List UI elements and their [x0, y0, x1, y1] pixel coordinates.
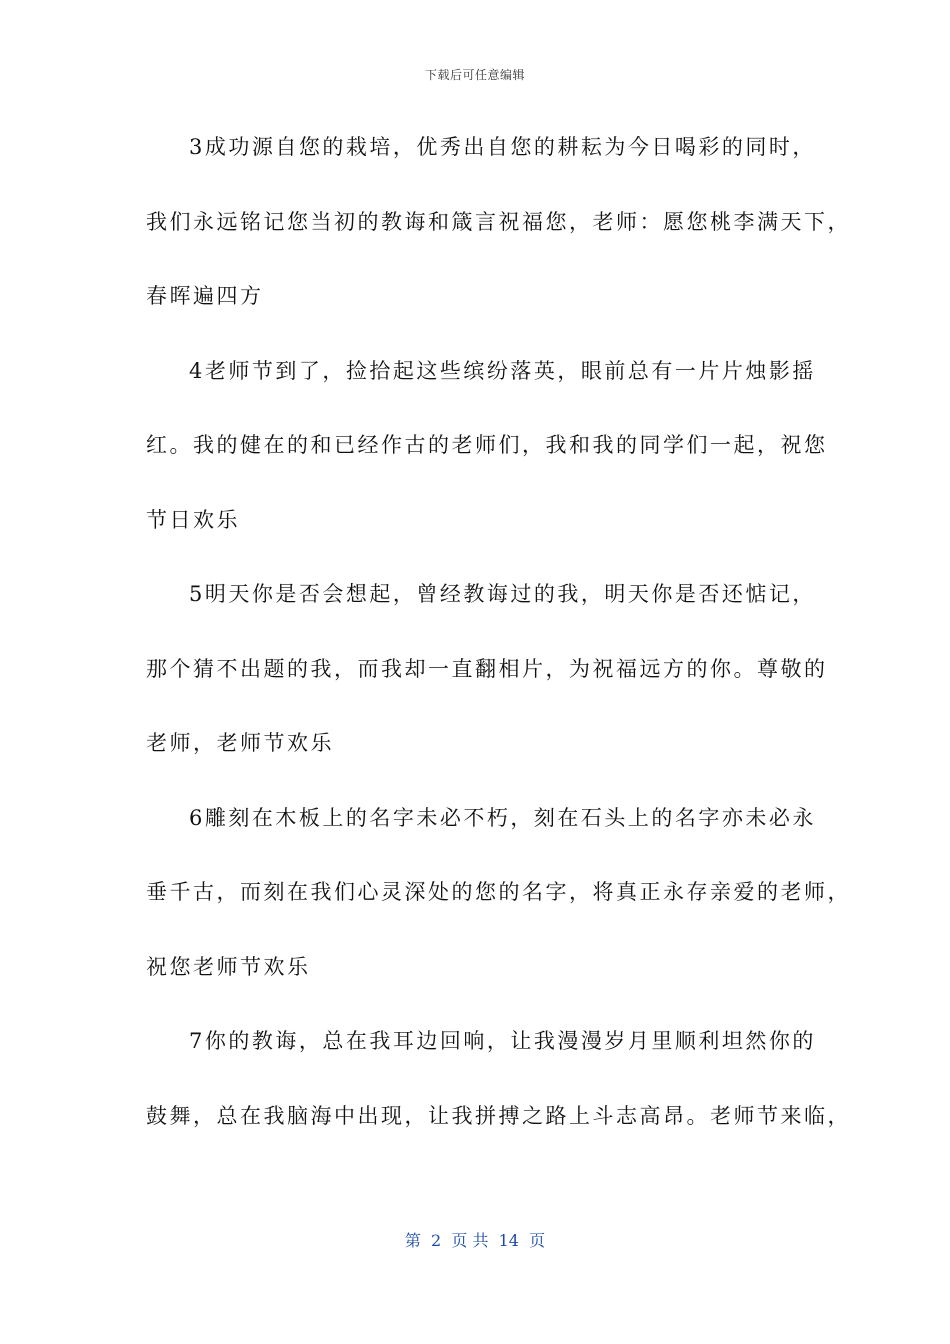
paragraph-6-line-2: 垂千古，而刻在我们心灵深处的您的名字，将真正永存亲爱的老师，: [146, 880, 851, 904]
paragraph-7-line-2: 鼓舞，总在我脑海中出现，让我拼搏之路上斗志高昂。老师节来临，: [146, 1103, 851, 1128]
paragraph-5-line-3: 老师，老师节欢乐: [146, 731, 334, 755]
paragraph-7-line-1: 7你的教诲，总在我耳边回响，让我漫漫岁月里顺利坦然你的: [189, 1029, 816, 1053]
header-note: 下载后可任意编辑: [424, 68, 525, 82]
paragraph-3-line-3: 春晖遍四方: [146, 284, 264, 308]
page-number-footer: 第 2 页 共 14 页: [404, 1231, 546, 1250]
document-body: [146, 125, 851, 1168]
paragraph-3-line-2: 我们永远铭记您当初的教诲和箴言祝福您，老师：愿您桃李满天下，: [146, 209, 851, 234]
paragraph-6-line-3: 祝您老师节欢乐: [146, 954, 311, 979]
paragraph-4-line-3: 节日欢乐: [146, 507, 240, 532]
paragraph-3-line-1: 3成功源自您的栽培，优秀出自您的耕耘为今日喝彩的同时，: [189, 135, 816, 159]
paragraph-5-line-2: 那个猜不出题的我，而我却一直翻相片，为祝福远方的你。尊敬的: [146, 656, 828, 681]
paragraph-4-line-1: 4老师节到了，捡拾起这些缤纷落英，眼前总有一片片烛影摇: [189, 358, 816, 383]
paragraph-4-line-2: 红。我的健在的和已经作古的老师们，我和我的同学们一起，祝您: [146, 433, 828, 457]
paragraph-5-line-1: 5明天你是否会想起，曾经教诲过的我，明天你是否还惦记，: [189, 582, 816, 606]
paragraph-6-line-1: 6雕刻在木板上的名字未必不朽，刻在石头上的名字亦未必永: [189, 805, 816, 830]
